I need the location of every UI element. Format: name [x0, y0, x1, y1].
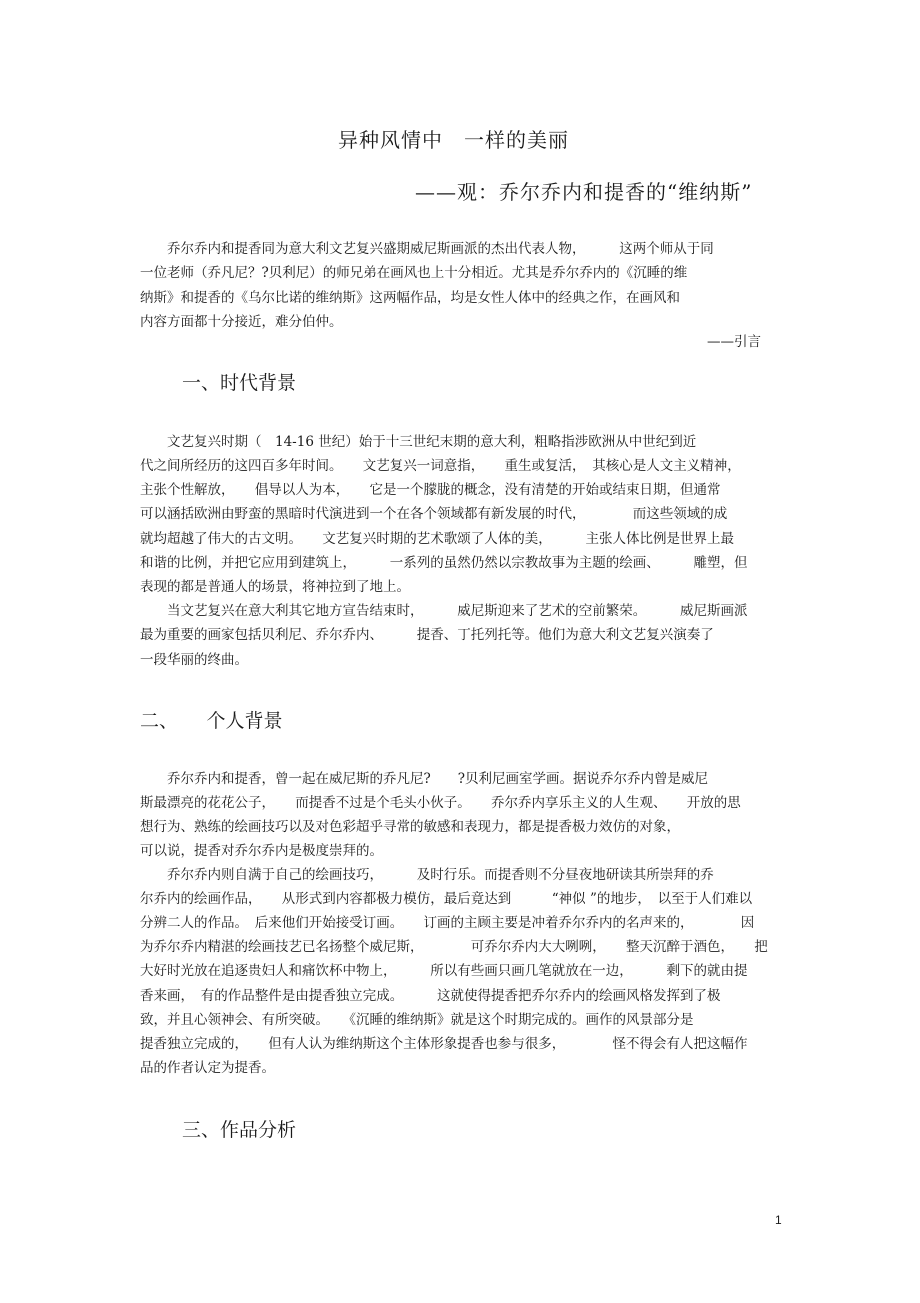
intro-line: 内容方面都十分接近，难分伯仲。	[140, 314, 343, 330]
section-heading-3: 三、作品分析	[182, 1119, 297, 1141]
section-1-line: 当文艺复兴在意大利其它地方宣告结束时， 威尼斯迎来了艺术的空前繁荣。 威尼斯画派	[140, 603, 748, 619]
section-2-line: 尔乔内的绘画作品， 从形式到内容都极力模仿，最后竟达到 “神似 ”的地步， 以至于人们难以	[140, 891, 753, 907]
section-1-line: 就均超越了伟大的古文明。 文艺复兴时期的艺术歌颂了人体的美， 主张人体比例是世界上最	[140, 531, 734, 547]
section-1-line: 可以涵括欧洲由野蛮的黑暗时代演进到一个在各个领域都有新发展的时代， 而这些领域的成	[140, 506, 728, 522]
section-1-line: 主张个性解放， 倡导以人为本， 它是一个朦胧的概念，没有清楚的开始或结束日期，但通常	[140, 482, 721, 498]
section-1-line: 代之间所经历的这四百多年时间。 文艺复兴一词意指， 重生或复活， 其核心是人文主义精神，	[140, 458, 741, 474]
intro-attribution: ——引言	[707, 334, 761, 350]
intro-line: 纳斯》和提香的《乌尔比诺的维纳斯》这两幅作品，均是女性人体中的经典之作，在画风和	[140, 290, 680, 306]
section-2-line: 提香独立完成的， 但有人认为维纳斯这个主体形象提香也参与很多， 怪不得会有人把这幅作	[140, 1036, 748, 1052]
section-2-line: 斯最漂亮的花花公子， 而提香不过是个毛头小伙子。 乔尔乔内享乐主义的人生观、 开放的思	[140, 795, 741, 811]
section-heading-1: 一、时代背景	[182, 372, 297, 394]
section-2-line: 分辨二人的作品。 后来他们开始接受订画。 订画的主顾主要是冲着乔尔乔内的名声来的， 因	[140, 915, 755, 931]
section-2-line: 乔尔乔内和提香，曾一起在威尼斯的乔凡尼? ?贝利尼画室学画。据说乔尔乔内曾是威尼	[140, 771, 708, 787]
section-2-line: 品的作者认定为提香。	[140, 1060, 275, 1076]
section-2-line: 乔尔乔内则自满于自己的绘画技巧， 及时行乐。而提香则不分昼夜地研读其所崇拜的乔	[140, 867, 714, 883]
section-heading-2: 二、 个人背景	[140, 710, 283, 732]
section-2-line: 为乔尔乔内精湛的绘画技艺已名扬整个威尼斯， 可乔尔乔内大大咧咧， 整天沉醉于酒色， 把	[140, 939, 768, 955]
section-1-line: 和谐的比例，并把它应用到建筑上， 一系列的虽然仍然以宗教故事为主题的绘画、 雕塑，但	[140, 555, 748, 571]
page-number: 1	[775, 1213, 782, 1227]
section-2-line: 想行为、熟练的绘画技巧以及对色彩超乎寻常的敏感和表现力，都是提香极力效仿的对象，	[140, 819, 680, 835]
page-title: 异种风情中 一样的美丽	[338, 128, 569, 152]
section-1-line: 文艺复兴时期（ 14-16 世纪）始于十三世纪末期的意大利，粗略指涉欧洲从中世纪到近	[140, 434, 697, 450]
section-1-line: 表现的都是普通人的场景，将神拉到了地上。	[140, 579, 410, 595]
intro-line: 一位老师（乔凡尼？?贝利尼）的师兄弟在画风也上十分相近。尤其是乔尔乔内的《沉睡的维	[140, 265, 688, 281]
section-1-line: 一段华丽的终曲。	[140, 652, 248, 668]
section-2-line: 香来画， 有的作品整件是由提香独立完成。 这就使得提香把乔尔乔内的绘画风格发挥到了极	[140, 988, 721, 1004]
page-subtitle: ——观：乔尔乔内和提香的“维纳斯”	[415, 180, 753, 204]
intro-line: 乔尔乔内和提香同为意大利文艺复兴盛期威尼斯画派的杰出代表人物， 这两个师从于同	[140, 241, 714, 257]
section-2-line: 致，并且心领神会、有所突破。 《沉睡的维纳斯》就是这个时期完成的。画作的风景部分是	[140, 1012, 694, 1028]
section-1-line: 最为重要的画家包括贝利尼、乔尔乔内、 提香、丁托列托等。他们为意大利文艺复兴演奏了	[140, 627, 714, 643]
section-2-line: 大好时光放在追逐贵妇人和痛饮杯中物上， 所以有些画只画几笔就放在一边， 剩下的就由提	[140, 963, 748, 979]
section-2-line: 可以说，提香对乔尔乔内是极度崇拜的。	[140, 843, 383, 859]
